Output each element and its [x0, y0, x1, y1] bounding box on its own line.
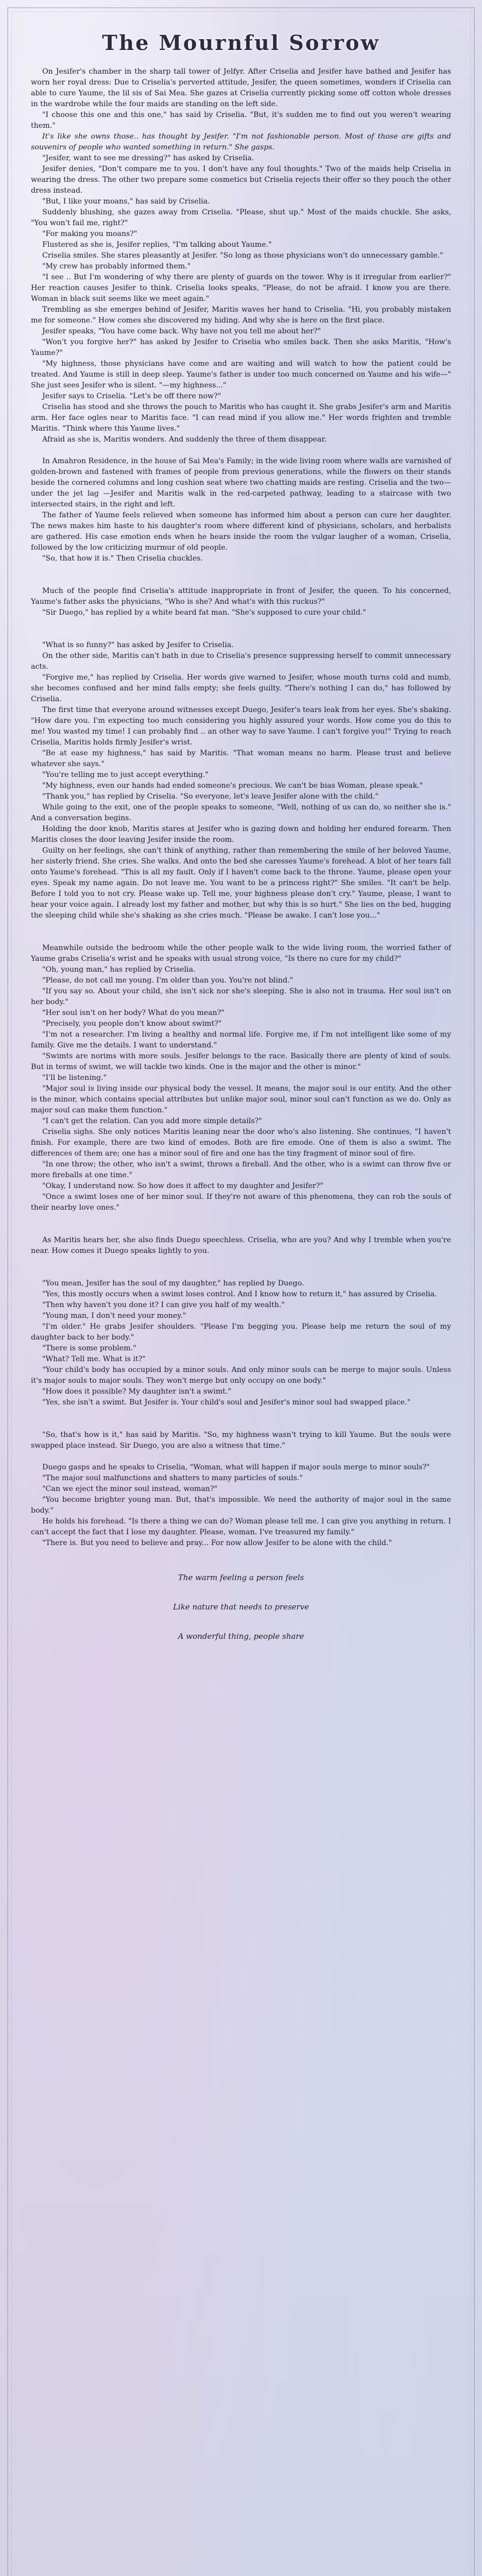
- story-paragraph: On the other side, Maritis can't bath in due to Criselia's presence suppressing herself to commit unnecessary acts.: [31, 652, 451, 671]
- story-paragraph: "Once a swimt loses one of her minor soul. If they're not aware of this phenomena, they can rob the souls of their nearby love ones.": [31, 1193, 451, 1212]
- story-paragraph: "I'm not a researcher. I'm living a healthy and normal life. Forgive me, if I'm not intelligent like some of my family. Give me the details. I want to understand.": [31, 1030, 451, 1049]
- story-paragraph: "Forgive me," has replied by Criselia. Her words give warned to Jesifer, whose mouth turns cold and numb, she becomes confused and her mind falls empty; she feels guilty. "There's nothing I can do," has followed by Criselia.: [31, 673, 451, 703]
- story-paragraph: As Maritis hears her, she also finds Duego speechless. Criselia, who are you? And why I tremble when you're near. How comes it Duego speaks lightly to you.: [31, 1236, 451, 1255]
- story-paragraph: Jesifer speaks, "You have come back. Why have not you tell me about her?": [42, 327, 321, 335]
- story-paragraph: "Swimts are norims with more souls. Jesifer belongs to the race. Basically there are plenty of kind of souls. But in terms of swimt, we will tackle two kinds. One is the major and the other is minor.": [31, 1052, 451, 1071]
- story-paragraph: "Please, do not call me young. I'm older than you. You're not blind.": [42, 976, 294, 985]
- story-paragraph: Guilty on her feelings, she can't think of anything, rather than remembering the smile of her beloved Yaume, her sisterly friend. She cries. She walks. And onto the bed she caresses Yaume's forehead. A blot of her tears fall onto Yaume's forehead. "This is all my fault. Only if I haven't come back to the throne. Yaume, please open your eyes. Speak my name again. Do not leave me. You want to be a princess right?" She smiles. "It can't be help. Before I told you to not cry. Please wake up. Tell me, your highness please don't cry." Yaume, please, I want to hear your voice again. I already lost my father and mother, but why this is so hurt." She lies on the bed, hugging the sleeping child while she's shaking as she cries much. "Please be awake. I can't lose you...": [31, 846, 451, 920]
- paragraph-gap: [31, 564, 451, 586]
- story-paragraph: The father of Yaume feels relieved when someone has informed him about a person can cure her daughter. The news makes him haste to his daughter's room where different kind of physicians, scholars, and herbalists are gathered. His case emotion ends when he hears inside the room the vulgar laugher of a woman, Criselia, followed by the low criticizing murmur of old people.: [31, 511, 451, 552]
- story-paragraph: "If you say so. About your child, she isn't sick nor she's sleeping. She is also not in trauma. Her soul isn't on her body.": [31, 987, 451, 1006]
- paragraph-gap: [31, 1408, 451, 1430]
- verse-line: A wonderful thing, people share: [178, 1632, 304, 1641]
- story-paragraph: "There is some problem.": [42, 1344, 136, 1352]
- story-paragraph: "You become brighter young man. But, that's impossible. We need the authority of major soul in the same body.": [31, 1496, 451, 1515]
- verse-line: Like nature that needs to preserve: [173, 1602, 309, 1612]
- story-paragraph: Criselia smiles. She stares pleasantly at Jesifer. "So long as those physicians won't do unnecessary gamble.": [42, 251, 443, 260]
- story-paragraph: "Yes, this mostly occurs when a swimt loses control. And I know how to return it," has assured by Criselia.: [42, 1290, 437, 1298]
- story-paragraph: Flustered as she is, Jesifer replies, "I'm talking about Yaume.": [42, 241, 272, 249]
- story-paragraph: Meanwhile outside the bedroom while the other people walk to the wide living room, the worried father of Yaume grabs Criselia's wrist and he speaks with usual strong voice, "Is there no cure for my child?": [31, 944, 451, 963]
- story-paragraph: "For making you moans?": [42, 230, 137, 238]
- paragraph-gap: [31, 921, 451, 943]
- story-paragraph: "Sir Duego," has replied by a white beard fat man. "She's supposed to cure your child.": [42, 608, 366, 617]
- story-paragraph: Much of the people find Criselia's attitude inappropriate in front of Jesifer, the queen. To his concerned, Yaume's father asks the physicians, "Who is she? And what's with this ruckus?": [31, 587, 451, 606]
- story-paragraph: "Won't you forgive her?" has asked by Jesifer to Criselia who smiles back. Then she asks Maritis, "How's Yaume?": [31, 338, 451, 357]
- paragraph-gap: [31, 1451, 451, 1462]
- story-paragraph: "In one throw; the other, who isn't a swimt, throws a fireball. And the other, who is a swimt can throw five or more fireballs at one time.": [31, 1160, 451, 1179]
- paragraph-gap: [31, 1213, 451, 1235]
- story-paragraph: It's like she owns those.. has thought by Jesifer. "I'm not fashionable person. Most of those are gifts and souvenirs of people who wanted something in return." She gasps.: [31, 132, 451, 151]
- page-title: The Mournful Sorrow: [102, 31, 380, 55]
- story-paragraph: "I'm older." He grabs Jesifer shoulders. "Please I'm begging you. Please help me return the soul of my daughter back to her body.": [31, 1323, 451, 1342]
- story-body: [0, 55, 482, 1549]
- story-paragraph: "You're telling me to just accept everything.": [42, 771, 209, 779]
- story-paragraph: Suddenly blushing, she gazes away from Criselia. "Please, shut up." Most of the maids chuckle. She asks, "You won't fail me, right?": [31, 208, 451, 227]
- story-paragraph: "What is so funny?" has asked by Jesifer to Criselia.: [42, 641, 234, 649]
- story-paragraph: "Thank you," has replied by Criselia. "So everyone, let's leave Jesifer alone with the child.": [42, 792, 378, 801]
- story-paragraph: "What? Tell me. What is it?": [42, 1355, 146, 1363]
- story-paragraph: "I'll be listening.": [42, 1074, 107, 1082]
- story-paragraph: Holding the door knob, Maritis stares at Jesifer who is gazing down and holding her endured forearm. Then Maritis closes the door leaving Jesifer inside the room.: [31, 825, 451, 844]
- story-paragraph: Duego gasps and he speaks to Criselia, "Woman, what will happen if major souls merge to minor souls?": [42, 1463, 430, 1471]
- story-paragraph: "Can we eject the minor soul instead, woman?": [42, 1485, 218, 1493]
- story-paragraph: While going to the exit, one of the people speaks to someone, "Well, nothing of us can do, so neither she is." And a conversation begins.: [31, 803, 451, 822]
- story-paragraph: "Major soul is living inside our physical body the vessel. It means, the major soul is our entity. And the other is the minor, which contains special attributes but unlike major soul, minor soul can't function as we do. Only as major soul can make them function.": [31, 1084, 451, 1114]
- story-paragraph: On Jesifer's chamber in the sharp tall tower of Jelfyr. After Criselia and Jesifer have bathed and Jesifer has worn her royal dress: Due to Criselia's perverted attitude, Jesifer, the queen sometimes, wonders if Criselia can able to cure Yaume, the lil sis of Sai Mea. She gazes at Criselia currently picking some off cotton whole dresses in the wardrobe while the four maids are standing on the left side.: [31, 67, 451, 108]
- story-paragraph: "But, I like your moans," has said by Criselia.: [42, 197, 210, 206]
- story-paragraph: "My highness, even our hands had ended someone's precious. We can't be bias Woman, please speak.": [42, 782, 423, 790]
- story-paragraph: "How does it possible? My daughter isn't a swimt.": [42, 1387, 232, 1396]
- story-paragraph: Trembling as she emerges behind of Jesifer, Maritis waves her hand to Criselia. "Hi, you probably mistaken me for someone." How comes she discovered my hiding. And why she is here on the first place.: [31, 306, 451, 325]
- story-paragraph: "Yes, she isn't a swimt. But Jesifer is. Your child's soul and Jesifer's minor soul had swapped place.": [42, 1398, 411, 1406]
- story-paragraph: "Your child's body has occupied by a minor souls. And only minor souls can be merge to major souls. Unless it's major souls to major souls. They won't merge but only occupy on one body.": [31, 1366, 451, 1385]
- story-paragraph: "Oh, young man," has replied by Criselia.: [42, 965, 196, 974]
- story-paragraph: "I choose this one and this one," has said by Criselia. "But, it's sudden me to find out you weren't wearing them.": [31, 111, 451, 130]
- story-paragraph: "My highness, those physicians have come and are waiting and will watch to how the patient could be treated. And Yaume is still in deep sleep. Yaume's father is under too much concerned on Yaume and his wife—" She just sees Jesifer who is silent. "—my highness...": [31, 360, 451, 389]
- story-paragraph: The first time that everyone around witnesses except Duego, Jesifer's tears leak from her eyes. She's shaking. "How dare you. I'm expecting too much considering you highly assured your words. How come you do this to me! You wasted my time! I can probably find .. an other way to save Yaume. I can't forgive you!" Trying to reach Criselia, Maritis holds firmly Jesifer's wrist.: [31, 706, 451, 747]
- story-paragraph: "My crew has probably informed them.": [42, 262, 191, 270]
- story-paragraph: Jesifer denies, "Don't compare me to you. I don't have any foul thoughts." Two of the maids help Criselia in wearing the dress. The other two prepare some cosmetics but Criselia rejects their offer so they pouch the other dress instead.: [31, 165, 451, 195]
- story-paragraph: Criselia sighs. She only notices Maritis leaning near the door who's also listening. She continues, "I haven't finish. For example, there are two kind of emodes. Both are fire emode. One of them is also a swimt. The differences of them are; one has a minor soul of fire and one has the tiny fragment of minor soul of fire.: [31, 1128, 451, 1158]
- story-paragraph: "I can't get the relation. Can you add more simple details?": [42, 1117, 262, 1125]
- story-paragraph: "Young man, I don't need your money.": [42, 1312, 186, 1320]
- paragraph-gap: [31, 618, 451, 640]
- story-paragraph: "I see .. But I'm wondering of why there are plenty of guards on the tower. Why is it irregular from earlier?" Her reaction causes Jesifer to think. Criselia looks speaks, "Please, do not be afraid. I know you are there. Woman in black suit seems like we meet again.": [31, 273, 451, 303]
- story-paragraph: "Her soul isn't on her body? What do you mean?": [42, 1009, 225, 1017]
- story-paragraph: Criselia has stood and she throws the pouch to Maritis who has caught it. She grabs Jesifer's arm and Maritis arm. Her face ogles near to Maritis face. "I can read mind if you allow me." Her words frighten and tremble Maritis. "Think where this Yaume lives.": [31, 403, 451, 433]
- story-paragraph: "So, that how it is." Then Criselia chuckles.: [42, 554, 203, 563]
- story-paragraph: "Precisely, you people don't know about swimt?": [42, 1020, 222, 1028]
- paragraph-gap: [31, 1257, 451, 1278]
- closing-verse: [0, 1572, 482, 1642]
- story-paragraph: He holds his forehead. "Is there a thing we can do? Woman please tell me. I can give you anything in return. I can't accept the fact that I lose my daughter. Please, woman. I've treasured my family.": [31, 1517, 451, 1536]
- paragraph-gap: [31, 445, 451, 456]
- story-paragraph: "So, that's how is it," has said by Maritis. "So, my highness wasn't trying to kill Yaume. But the souls were swapped place instead. Sir Duego, you are also a witness that time.": [31, 1431, 451, 1450]
- verse-line: The warm feeling a person feels: [178, 1573, 304, 1582]
- story-paragraph: In Amahron Residence, in the house of Sai Mea's Family; in the wide living room where walls are varnished of golden-brown and fastened with frames of people from previous generations, while the flowers on their stands beside the cornered columns and long cushion seat where two chatting maids are resting. Criselia and the two— under the jet lag —Jesifer and Maritis walk in the red-carpeted pathway, leading to a staircase with two intersected stairs, in the right and left.: [31, 457, 451, 509]
- story-paragraph: "Then why haven't you done it? I can give you half of my wealth.": [42, 1301, 285, 1309]
- story-paragraph: "You mean, Jesifer has the soul of my daughter," has replied by Duego.: [42, 1279, 304, 1287]
- story-paragraph: Jesifer says to Criselia. "Let's be off there now?": [42, 392, 221, 400]
- story-paragraph: "There is. But you need to believe and pray... For now allow Jesifer to be alone with the child.": [42, 1539, 392, 1547]
- story-paragraph: "Okay, I understand now. So how does it affect to my daughter and Jesifer?": [42, 1182, 323, 1190]
- story-paragraph: "The major soul malfunctions and shatters to many particles of souls.": [42, 1474, 303, 1482]
- story-paragraph: "Jesifer, want to see me dressing?" has asked by Criselia.: [42, 154, 254, 162]
- story-paragraph: "Be at ease my highness," has said by Maritis. "That woman means no harm. Please trust and believe whatever she says.": [31, 749, 451, 768]
- story-paragraph: Afraid as she is, Maritis wonders. And suddenly the three of them disappear.: [42, 435, 327, 444]
